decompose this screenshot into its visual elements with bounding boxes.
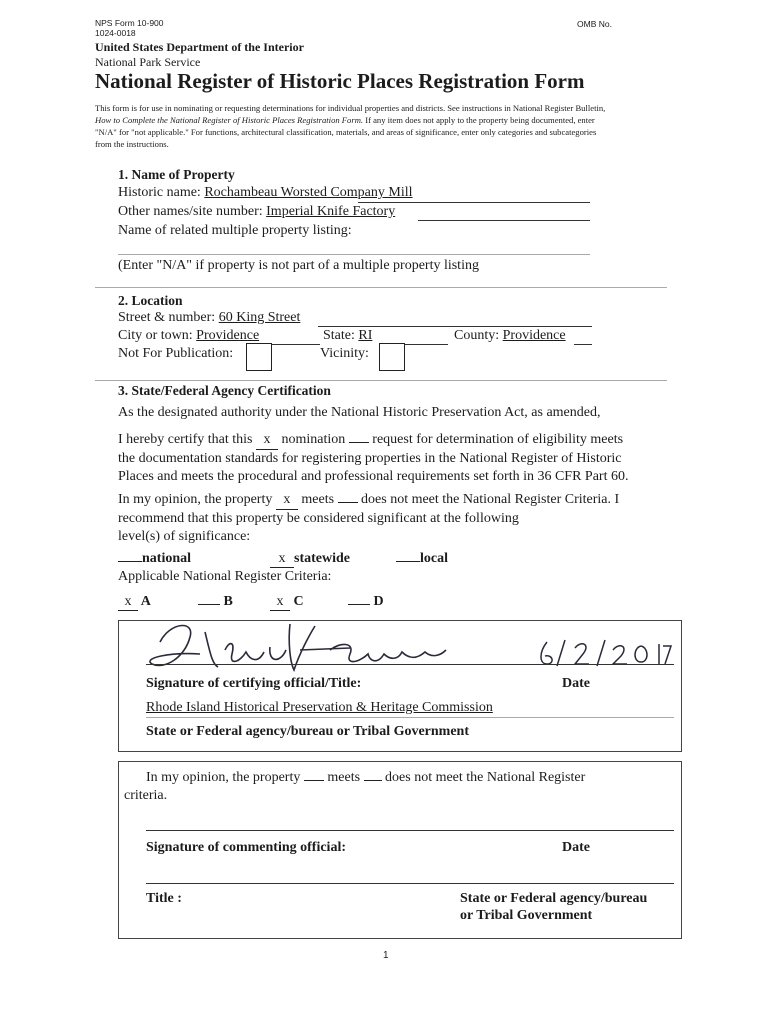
criterion-c-mark[interactable]: x: [270, 594, 290, 611]
criteria-label: Applicable National Register Criteria:: [118, 569, 332, 584]
criterion-d: D: [348, 594, 384, 610]
other-names-value: Imperial Knife Factory: [266, 204, 396, 219]
criterion-b: B: [198, 594, 233, 610]
certifying-date-label: Date: [562, 676, 590, 691]
commenting-does-not-meet-mark[interactable]: [364, 780, 382, 781]
national-mark[interactable]: [118, 561, 142, 562]
criterion-d-mark[interactable]: [348, 604, 370, 605]
criterion-c: x C: [270, 594, 304, 611]
street-row: Street & number: 60 King Street: [118, 310, 301, 325]
local-mark[interactable]: [396, 561, 420, 562]
certifying-agency-label: State or Federal agency/bureau or Tribal Government: [146, 724, 470, 739]
instructions: This form is for use in nominating or requesting determinations for individual properties and districts. See instructions in National Register Bulletin, How to Complete the National Register of Historic Places Registration Form. If any item does not apply to the property being documented, enter "N/A" for "not applicable." For functions, architectural classification, materials, and areas of significance, enter only categories and subcategories from the instructions.: [95, 103, 606, 149]
certifying-signature-label: Signature of certifying official/Title:: [146, 676, 362, 691]
street-value: 60 King Street: [218, 310, 301, 325]
section1-heading: 1. Name of Property: [118, 167, 235, 182]
certify-paragraph: I hereby certify that this x nomination request for determination of eligibility meets the documentation standards for registering properties in the National Register of Historic Places and meets the procedural and professional requirements set forth in 36 CFR Part 60.: [118, 432, 629, 484]
local-row: local: [396, 551, 448, 567]
form-number: NPS Form 10-900: [95, 18, 164, 28]
does-not-meet-mark[interactable]: [338, 502, 358, 503]
vicinity-label: Vicinity:: [320, 346, 369, 361]
nomination-mark[interactable]: x: [256, 431, 278, 450]
criterion-b-mark[interactable]: [198, 604, 220, 605]
page-number: 1: [383, 950, 389, 961]
level-row: national: [118, 551, 191, 567]
meets-mark[interactable]: x: [276, 491, 298, 510]
criterion-a-mark[interactable]: x: [118, 594, 138, 611]
service: National Park Service: [95, 55, 201, 69]
form-code: 1024-0018: [95, 28, 136, 38]
request-mark[interactable]: [349, 442, 369, 443]
handwritten-signature: [140, 612, 460, 682]
historic-name-value: Rochambeau Worsted Company Mill: [204, 185, 413, 200]
certifying-agency-value: Rhode Island Historical Preservation & Heritage Commission: [146, 700, 493, 715]
not-for-publication-checkbox[interactable]: [246, 343, 272, 371]
statewide-mark[interactable]: x: [270, 551, 294, 568]
state-value: RI: [358, 328, 373, 343]
city-row: City or town: Providence: [118, 328, 260, 343]
section2-heading: 2. Location: [118, 293, 183, 308]
authority-paragraph: As the designated authority under the National Historic Preservation Act, as amended,: [118, 405, 601, 420]
page-title: National Register of Historic Places Registration Form: [95, 69, 585, 93]
county-row: County: Providence: [454, 328, 566, 343]
multiple-listing-note: (Enter "N/A" if property is not part of a multiple property listing: [118, 258, 479, 273]
omb-number: OMB No.: [577, 19, 612, 29]
commenting-criteria: criteria.: [124, 788, 168, 803]
multiple-listing-label: Name of related multiple property listing:: [118, 223, 352, 238]
commenting-title-label: Title :: [146, 891, 182, 906]
state-row: State: RI: [323, 328, 373, 343]
county-value: Providence: [502, 328, 566, 343]
statewide-row: x statewide: [270, 551, 350, 568]
commenting-agency-label-2: or Tribal Government: [460, 908, 593, 923]
criterion-a: x A: [118, 594, 151, 611]
opinion-paragraph: In my opinion, the property x meets does not meet the National Register Criteria. I recommend that this property be considered significant at the following level(s) of significance:: [118, 492, 620, 544]
commenting-date-label: Date: [562, 840, 590, 855]
commenting-agency-label-1: State or Federal agency/bureau: [460, 891, 648, 906]
city-value: Providence: [196, 328, 260, 343]
commenting-meets-mark[interactable]: [304, 780, 324, 781]
other-names-row: Other names/site number: Imperial Knife Factory: [118, 204, 396, 219]
not-for-publication-label: Not For Publication:: [118, 346, 234, 361]
historic-name-row: Historic name: Rochambeau Worsted Company Mill: [118, 185, 413, 200]
vicinity-checkbox[interactable]: [379, 343, 405, 371]
commenting-signature-label: Signature of commenting official:: [146, 840, 346, 855]
department: United States Department of the Interior: [95, 40, 304, 54]
section3-heading: 3. State/Federal Agency Certification: [118, 383, 331, 398]
commenting-opinion: In my opinion, the property meets does not meet the National Register: [146, 770, 586, 785]
